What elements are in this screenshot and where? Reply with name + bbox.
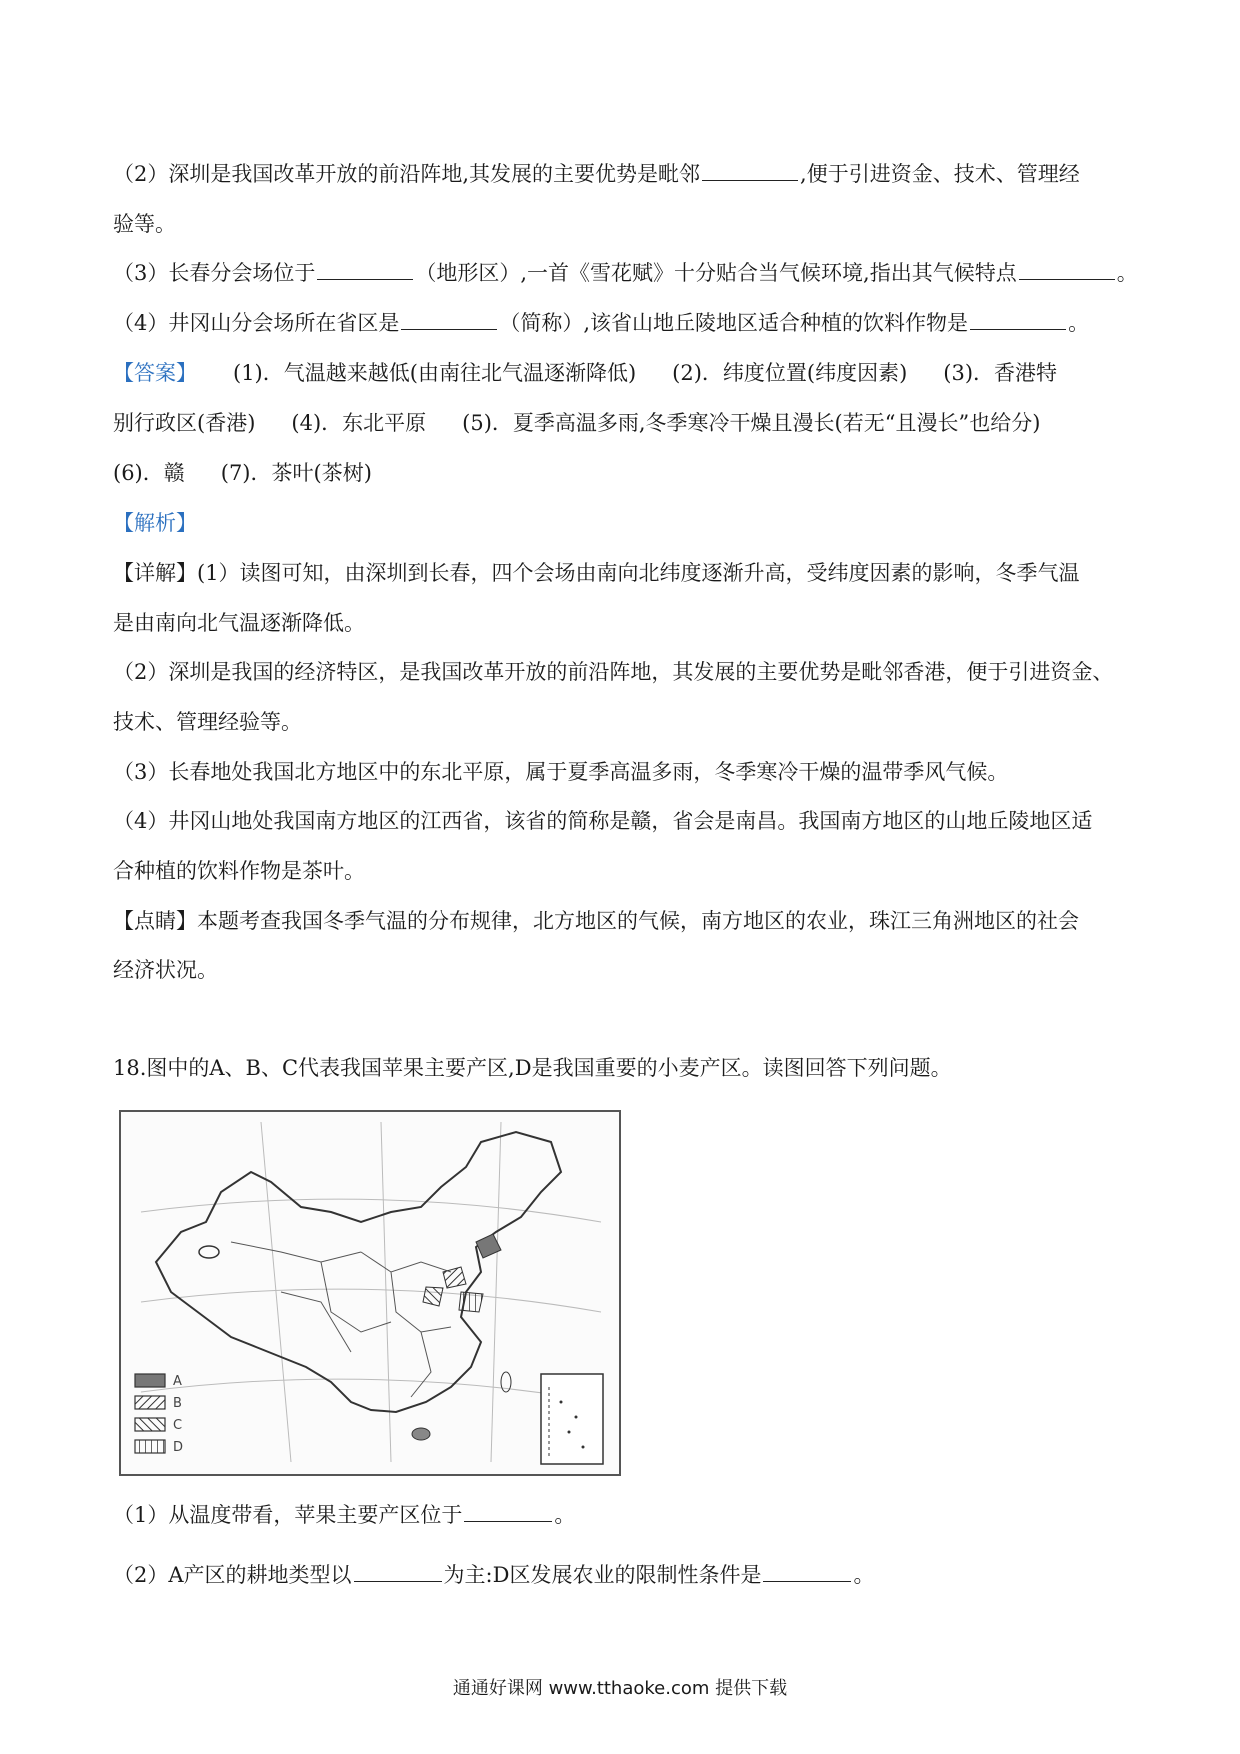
legend-label: A (173, 1374, 182, 1389)
answer-line2: 别行政区(香港) (4)．东北平原 (5)．夏季高温多雨,冬季寒冷干燥且漫长(若无“且漫长”也给分) (113, 411, 1041, 435)
analysis-line: 合种植的饮料作物是茶叶。 (113, 859, 365, 883)
analysis-line: 技术、管理经验等。 (113, 710, 302, 734)
answer-line1: 【答案】 (1)．气温越来越低(由南往北气温逐渐降低) (2)．纬度位置(纬度因素) (3)．香港特 (113, 361, 1058, 385)
analysis-line: 经济状况。 (113, 958, 218, 982)
q17-part3: （3）长春分会场位于 （地形区）,一首《雪花赋》十分贴合当气候环境,指出其气候特点 。 (113, 261, 1138, 285)
answer-blank[interactable] (970, 311, 1066, 330)
analysis-line: （3）长春地处我国北方地区中的东北平原，属于夏季高温多雨，冬季寒冷干燥的温带季风气候。 (113, 760, 1009, 784)
q18-part2: （2）A产区的耕地类型以 为主:D区发展农业的限制性条件是 。 (113, 1563, 875, 1587)
legend-label: C (173, 1418, 183, 1433)
answer-line3: (6)．赣 (7)．茶叶(茶树) (113, 461, 372, 485)
answer-blank[interactable] (354, 1563, 442, 1582)
china-map-icon (121, 1112, 619, 1474)
china-map-figure (119, 1110, 621, 1476)
answer-blank[interactable] (1019, 261, 1115, 280)
page-footer: 通通好课网 www.tthaoke.com 提供下载 (452, 1678, 788, 1699)
answer-blank[interactable] (464, 1503, 552, 1522)
q18-part1: （1）从温度带看，苹果主要产区位于 。 (113, 1503, 576, 1527)
q17-part2-line2: 验等。 (113, 212, 176, 236)
answer-blank[interactable] (763, 1563, 851, 1582)
q18-stem: 18.图中的A、B、C代表我国苹果主要产区,D是我国重要的小麦产区。读图回答下列问题。 (113, 1056, 952, 1080)
analysis-line: 【详解】(1）读图可知，由深圳到长春，四个会场由南向北纬度逐渐升高，受纬度因素的影响，冬季气温 (113, 561, 1080, 585)
analysis-line: （2）深圳是我国的经济特区，是我国改革开放的前沿阵地，其发展的主要优势是毗邻香港，便于引进资金、 (113, 660, 1114, 684)
answer-blank[interactable] (401, 311, 497, 330)
legend-label: D (173, 1440, 184, 1455)
analysis-line: 是由南向北气温逐渐降低。 (113, 611, 365, 635)
q17-part4: （4）井冈山分会场所在省区是 （简称）,该省山地丘陵地区适合种植的饮料作物是 。 (113, 311, 1090, 335)
analysis-line: 【点睛】本题考查我国冬季气温的分布规律，北方地区的气候，南方地区的农业，珠江三角洲地区的社会 (113, 909, 1079, 933)
legend-label: B (173, 1396, 182, 1411)
q17-part2-line1: （2）深圳是我国改革开放的前沿阵地,其发展的主要优势是毗邻 ,便于引进资金、技术、管理经 (113, 162, 1080, 186)
analysis-label: 【解析】 (113, 511, 197, 535)
answer-label: 【答案】 (113, 361, 197, 385)
answer-blank[interactable] (702, 162, 798, 181)
analysis-line: （4）井冈山地处我国南方地区的江西省，该省的简称是赣，省会是南昌。我国南方地区的山地丘陵地区适 (113, 809, 1093, 833)
answer-blank[interactable] (317, 261, 413, 280)
